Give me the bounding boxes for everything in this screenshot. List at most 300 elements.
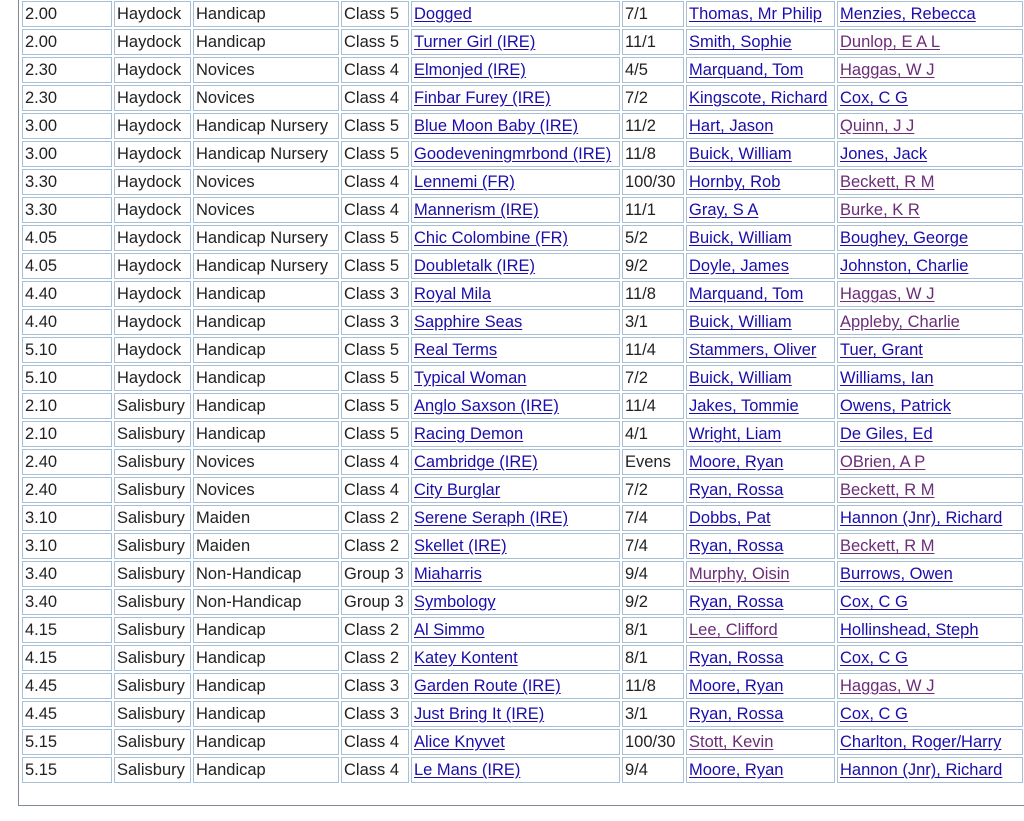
jockey-link[interactable]: Ryan, Rossa (689, 481, 784, 499)
jockey-cell (686, 1, 835, 27)
trainer-link[interactable]: OBrien, A P (840, 453, 926, 471)
jockey-link[interactable]: Doyle, James (689, 257, 789, 275)
race-time: 5.10 (25, 341, 58, 359)
jockey-link[interactable]: Stammers, Oliver (689, 341, 817, 359)
race-type-cell (193, 169, 339, 195)
race-type: Handicap (196, 313, 266, 331)
jockey-link[interactable]: Ryan, Rossa (689, 593, 784, 611)
trainer-cell (837, 337, 1023, 363)
race-type-cell (193, 757, 339, 783)
race-time-cell (22, 757, 112, 783)
race-class-cell (341, 281, 409, 307)
course-name: Salisbury (117, 397, 185, 415)
jockey-cell (686, 309, 835, 335)
horse-link[interactable]: Chic Colombine (FR) (414, 229, 569, 247)
trainer-link[interactable]: Cox, C G (840, 593, 908, 611)
horse-link[interactable]: Doubletalk (IRE) (414, 257, 536, 275)
course-name: Salisbury (117, 537, 185, 555)
race-class: Class 3 (344, 677, 400, 695)
jockey-link[interactable]: Buick, William (689, 369, 792, 387)
trainer-link[interactable]: Charlton, Roger/Harry (840, 733, 1002, 751)
jockey-link[interactable]: Moore, Ryan (689, 761, 784, 779)
race-time-cell (22, 645, 112, 671)
trainer-link[interactable]: Appleby, Charlie (840, 313, 960, 331)
course-name: Salisbury (117, 705, 185, 723)
race-time-cell (22, 421, 112, 447)
jockey-cell (686, 645, 835, 671)
course-cell (114, 421, 191, 447)
horse-link[interactable]: Al Simmo (414, 621, 485, 639)
jockey-cell (686, 57, 835, 83)
odds-cell (622, 533, 684, 559)
race-time-cell (22, 169, 112, 195)
course-name: Salisbury (117, 509, 185, 527)
race-class: Class 4 (344, 201, 400, 219)
odds-cell (622, 421, 684, 447)
trainer-cell (837, 505, 1023, 531)
horse-link[interactable]: Anglo Saxson (IRE) (414, 397, 559, 415)
horse-cell (411, 393, 620, 419)
odds: 5/2 (625, 229, 648, 247)
trainer-link[interactable]: Cox, C G (840, 705, 908, 723)
trainer-link[interactable]: Cox, C G (840, 89, 908, 107)
trainer-cell (837, 645, 1023, 671)
trainer-cell (837, 281, 1023, 307)
trainer-cell (837, 225, 1023, 251)
jockey-cell (686, 281, 835, 307)
race-type-cell (193, 477, 339, 503)
trainer-link[interactable]: Hannon (Jnr), Richard (840, 761, 1003, 779)
trainer-link[interactable]: Beckett, R M (840, 173, 935, 191)
horse-link[interactable]: Miaharris (414, 565, 482, 583)
trainer-link[interactable]: Boughey, George (840, 229, 969, 247)
race-time-cell (22, 701, 112, 727)
race-time: 3.40 (25, 593, 58, 611)
horse-link[interactable]: Royal Mila (414, 285, 492, 303)
race-time: 3.00 (25, 117, 58, 135)
trainer-link[interactable]: Jones, Jack (840, 145, 928, 163)
table-row (22, 141, 1023, 167)
race-class: Class 4 (344, 481, 400, 499)
horse-link[interactable]: Turner Girl (IRE) (414, 33, 536, 51)
odds: 11/8 (625, 285, 656, 303)
race-type: Handicap Nursery (196, 257, 329, 275)
race-class-cell (341, 757, 409, 783)
horse-link[interactable]: Le Mans (IRE) (414, 761, 521, 779)
race-class-cell (341, 589, 409, 615)
horse-link[interactable]: City Burglar (414, 481, 501, 499)
jockey-cell (686, 505, 835, 531)
horse-link[interactable]: Elmonjed (IRE) (414, 61, 526, 79)
trainer-link[interactable]: Beckett, R M (840, 481, 935, 499)
horse-link[interactable]: Goodeveningmrbond (IRE) (414, 145, 612, 163)
trainer-cell (837, 253, 1023, 279)
race-type: Novices (196, 453, 255, 471)
jockey-cell (686, 673, 835, 699)
odds-cell (622, 197, 684, 223)
trainer-link[interactable]: Williams, Ian (840, 369, 934, 387)
jockey-link[interactable]: Kingscote, Richard (689, 89, 828, 107)
horse-cell (411, 533, 620, 559)
jockey-cell (686, 141, 835, 167)
race-class: Class 5 (344, 425, 400, 443)
odds: 7/2 (625, 369, 648, 387)
jockey-cell (686, 449, 835, 475)
race-class: Class 4 (344, 89, 400, 107)
horse-link[interactable]: Cambridge (IRE) (414, 453, 538, 471)
horse-link[interactable]: Serene Seraph (IRE) (414, 509, 569, 527)
race-class-cell (341, 617, 409, 643)
odds-cell (622, 225, 684, 251)
horse-link[interactable]: Katey Kontent (414, 649, 518, 667)
race-class: Group 3 (344, 593, 404, 611)
race-type: Novices (196, 61, 255, 79)
horse-cell (411, 477, 620, 503)
race-time: 4.05 (25, 257, 58, 275)
odds-cell (622, 617, 684, 643)
jockey-link[interactable]: Gray, S A (689, 201, 759, 219)
race-class: Class 5 (344, 145, 400, 163)
odds: 11/2 (625, 117, 656, 135)
race-time: 2.10 (25, 397, 58, 415)
race-type: Non-Handicap (196, 565, 302, 583)
race-time: 5.15 (25, 733, 58, 751)
course-cell (114, 197, 191, 223)
jockey-link[interactable]: Moore, Ryan (689, 677, 784, 695)
odds: 9/4 (625, 565, 648, 583)
odds-cell (622, 589, 684, 615)
table-row (22, 757, 1023, 783)
horse-link[interactable]: Alice Knyvet (414, 733, 505, 751)
trainer-link[interactable]: Haggas, W J (840, 61, 935, 79)
table-row (22, 645, 1023, 671)
results-table-container (18, 0, 1024, 806)
course-name: Salisbury (117, 425, 185, 443)
race-time: 2.00 (25, 33, 58, 51)
race-time-cell (22, 561, 112, 587)
trainer-link[interactable]: De Giles, Ed (840, 425, 933, 443)
trainer-link[interactable]: Quinn, J J (840, 117, 915, 135)
jockey-link[interactable]: Buick, William (689, 145, 792, 163)
race-time-cell (22, 533, 112, 559)
jockey-link[interactable]: Lee, Clifford (689, 621, 778, 639)
trainer-link[interactable]: Johnston, Charlie (840, 257, 969, 275)
race-class-cell (341, 1, 409, 27)
jockey-link[interactable]: Ryan, Rossa (689, 649, 784, 667)
race-time-cell (22, 617, 112, 643)
course-name: Haydock (117, 89, 182, 107)
race-class-cell (341, 309, 409, 335)
trainer-cell (837, 729, 1023, 755)
horse-cell (411, 337, 620, 363)
horse-link[interactable]: Dogged (414, 5, 472, 23)
horse-link[interactable]: Sapphire Seas (414, 313, 523, 331)
course-name: Haydock (117, 173, 182, 191)
jockey-cell (686, 421, 835, 447)
race-class: Class 4 (344, 761, 400, 779)
jockey-link[interactable]: Marquand, Tom (689, 61, 804, 79)
course-name: Salisbury (117, 481, 185, 499)
race-class-cell (341, 533, 409, 559)
race-time: 2.40 (25, 453, 58, 471)
horse-cell (411, 701, 620, 727)
course-name: Haydock (117, 369, 182, 387)
race-type-cell (193, 337, 339, 363)
course-name: Haydock (117, 117, 182, 135)
table-row (22, 505, 1023, 531)
trainer-cell (837, 1, 1023, 27)
horse-link[interactable]: Mannerism (IRE) (414, 201, 539, 219)
trainer-cell (837, 169, 1023, 195)
horse-link[interactable]: Lennemi (FR) (414, 173, 515, 191)
jockey-link[interactable]: Marquand, Tom (689, 285, 804, 303)
trainer-cell (837, 421, 1023, 447)
course-cell (114, 757, 191, 783)
jockey-cell (686, 225, 835, 251)
jockey-link[interactable]: Buick, William (689, 229, 792, 247)
course-cell (114, 505, 191, 531)
trainer-link[interactable]: Hollinshead, Steph (840, 621, 979, 639)
horse-link[interactable]: Blue Moon Baby (IRE) (414, 117, 579, 135)
jockey-cell (686, 701, 835, 727)
race-time: 5.15 (25, 761, 58, 779)
odds-cell (622, 505, 684, 531)
jockey-link[interactable]: Ryan, Rossa (689, 705, 784, 723)
race-time: 3.00 (25, 145, 58, 163)
horse-cell (411, 421, 620, 447)
odds-cell (622, 561, 684, 587)
odds: 3/1 (625, 705, 648, 723)
race-type-cell (193, 449, 339, 475)
race-class-cell (341, 701, 409, 727)
race-time-cell (22, 365, 112, 391)
race-class: Class 3 (344, 313, 400, 331)
jockey-link[interactable]: Murphy, Oisin (689, 565, 790, 583)
race-time: 4.15 (25, 649, 58, 667)
race-time: 3.10 (25, 537, 58, 555)
course-name: Haydock (117, 285, 182, 303)
race-class-cell (341, 477, 409, 503)
trainer-link[interactable]: Burrows, Owen (840, 565, 953, 583)
trainer-link[interactable]: Tuer, Grant (840, 341, 923, 359)
race-type: Handicap (196, 733, 266, 751)
horse-link[interactable]: Symbology (414, 593, 496, 611)
race-type: Handicap (196, 705, 266, 723)
race-time: 4.15 (25, 621, 58, 639)
odds: 7/4 (625, 537, 648, 555)
horse-cell (411, 617, 620, 643)
race-class-cell (341, 57, 409, 83)
race-class: Class 5 (344, 341, 400, 359)
trainer-link[interactable]: Dunlop, E A L (840, 33, 940, 51)
trainer-link[interactable]: Beckett, R M (840, 537, 935, 555)
odds-cell (622, 141, 684, 167)
race-time-cell (22, 505, 112, 531)
horse-link[interactable]: Just Bring It (IRE) (414, 705, 545, 723)
race-class-cell (341, 85, 409, 111)
course-cell (114, 393, 191, 419)
race-time-cell (22, 589, 112, 615)
race-type-cell (193, 113, 339, 139)
horse-cell (411, 729, 620, 755)
horse-link[interactable]: Real Terms (414, 341, 498, 359)
table-row (22, 589, 1023, 615)
odds: 11/8 (625, 145, 656, 163)
odds: 9/2 (625, 257, 648, 275)
race-class: Class 4 (344, 61, 400, 79)
course-name: Haydock (117, 145, 182, 163)
race-class-cell (341, 337, 409, 363)
table-row (22, 337, 1023, 363)
trainer-link[interactable]: Burke, K R (840, 201, 920, 219)
jockey-cell (686, 533, 835, 559)
race-type: Handicap (196, 761, 266, 779)
course-cell (114, 589, 191, 615)
trainer-cell (837, 365, 1023, 391)
odds: Evens (625, 453, 671, 471)
trainer-link[interactable]: Owens, Patrick (840, 397, 951, 415)
course-name: Salisbury (117, 733, 185, 751)
race-time-cell (22, 141, 112, 167)
trainer-link[interactable]: Menzies, Rebecca (840, 5, 976, 23)
course-name: Salisbury (117, 677, 185, 695)
trainer-cell (837, 197, 1023, 223)
trainer-link[interactable]: Haggas, W J (840, 285, 935, 303)
trainer-link[interactable]: Haggas, W J (840, 677, 935, 695)
course-cell (114, 85, 191, 111)
race-time: 2.40 (25, 481, 58, 499)
jockey-cell (686, 561, 835, 587)
horse-cell (411, 505, 620, 531)
jockey-link[interactable]: Buick, William (689, 313, 792, 331)
horse-cell (411, 561, 620, 587)
jockey-link[interactable]: Hart, Jason (689, 117, 774, 135)
course-name: Haydock (117, 33, 182, 51)
table-row (22, 1, 1023, 27)
course-cell (114, 169, 191, 195)
race-class-cell (341, 645, 409, 671)
odds: 8/1 (625, 649, 648, 667)
horse-link[interactable]: Garden Route (IRE) (414, 677, 561, 695)
race-type: Maiden (196, 537, 251, 555)
race-type-cell (193, 85, 339, 111)
odds: 11/4 (625, 341, 656, 359)
jockey-cell (686, 169, 835, 195)
horse-link[interactable]: Racing Demon (414, 425, 524, 443)
race-class-cell (341, 729, 409, 755)
table-row (22, 449, 1023, 475)
race-type-cell (193, 29, 339, 55)
jockey-link[interactable]: Dobbs, Pat (689, 509, 771, 527)
horse-cell (411, 281, 620, 307)
race-time: 4.45 (25, 705, 58, 723)
trainer-cell (837, 757, 1023, 783)
jockey-link[interactable]: Moore, Ryan (689, 453, 784, 471)
horse-cell (411, 85, 620, 111)
race-time-cell (22, 57, 112, 83)
trainer-link[interactable]: Hannon (Jnr), Richard (840, 509, 1003, 527)
trainer-link[interactable]: Cox, C G (840, 649, 908, 667)
race-type-cell (193, 533, 339, 559)
course-name: Haydock (117, 257, 182, 275)
jockey-link[interactable]: Wright, Liam (689, 425, 782, 443)
table-row (22, 169, 1023, 195)
jockey-link[interactable]: Thomas, Mr Philip (689, 5, 822, 23)
jockey-link[interactable]: Smith, Sophie (689, 33, 792, 51)
race-class-cell (341, 393, 409, 419)
jockey-cell (686, 365, 835, 391)
race-type: Novices (196, 481, 255, 499)
odds-cell (622, 1, 684, 27)
race-class-cell (341, 421, 409, 447)
race-class: Class 2 (344, 621, 400, 639)
race-type-cell (193, 589, 339, 615)
course-name: Salisbury (117, 565, 185, 583)
odds-cell (622, 757, 684, 783)
race-class: Class 5 (344, 397, 400, 415)
trainer-cell (837, 673, 1023, 699)
jockey-link[interactable]: Ryan, Rossa (689, 537, 784, 555)
jockey-link[interactable]: Jakes, Tommie (689, 397, 799, 415)
race-type: Maiden (196, 509, 251, 527)
race-class-cell (341, 505, 409, 531)
race-time: 2.10 (25, 425, 58, 443)
course-name: Salisbury (117, 761, 185, 779)
trainer-cell (837, 29, 1023, 55)
race-tips-table (20, 0, 1024, 785)
odds: 7/1 (625, 5, 648, 23)
odds: 7/4 (625, 509, 648, 527)
horse-cell (411, 141, 620, 167)
horse-cell (411, 757, 620, 783)
horse-link[interactable]: Typical Woman (414, 369, 527, 387)
jockey-link[interactable]: Stott, Kevin (689, 733, 774, 751)
jockey-cell (686, 197, 835, 223)
odds: 4/1 (625, 425, 648, 443)
race-time: 2.30 (25, 89, 58, 107)
horse-cell (411, 645, 620, 671)
odds-cell (622, 645, 684, 671)
table-row (22, 421, 1023, 447)
course-cell (114, 309, 191, 335)
race-time-cell (22, 197, 112, 223)
table-row (22, 393, 1023, 419)
race-type: Handicap (196, 621, 266, 639)
jockey-link[interactable]: Hornby, Rob (689, 173, 781, 191)
race-type-cell (193, 393, 339, 419)
horse-cell (411, 309, 620, 335)
race-type-cell (193, 57, 339, 83)
horse-cell (411, 197, 620, 223)
race-type: Novices (196, 173, 255, 191)
horse-cell (411, 365, 620, 391)
course-cell (114, 281, 191, 307)
horse-link[interactable]: Finbar Furey (IRE) (414, 89, 551, 107)
race-time-cell (22, 253, 112, 279)
odds-cell (622, 365, 684, 391)
jockey-cell (686, 393, 835, 419)
race-type-cell (193, 253, 339, 279)
odds-cell (622, 57, 684, 83)
race-type: Handicap Nursery (196, 117, 329, 135)
race-time-cell (22, 673, 112, 699)
horse-link[interactable]: Skellet (IRE) (414, 537, 507, 555)
horse-cell (411, 449, 620, 475)
horse-cell (411, 589, 620, 615)
odds-cell (622, 169, 684, 195)
race-time: 3.40 (25, 565, 58, 583)
odds-cell (622, 253, 684, 279)
